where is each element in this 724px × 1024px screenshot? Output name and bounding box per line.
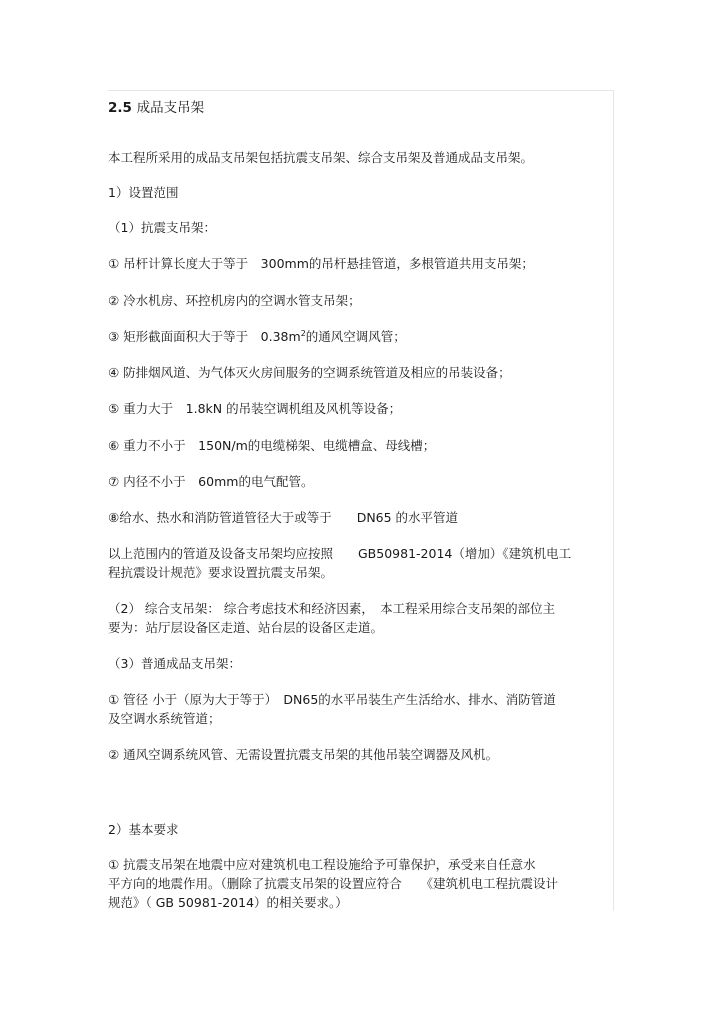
seismic-item-1: ① 吊杆计算长度大于等于 300mm的吊杆悬挂管道，多根管道共用支吊架； [108,256,534,271]
section-title-text: 成品支吊架 [136,100,205,116]
seismic-item-3-text: ③ 矩形截面面积大于等于 0.38m [108,329,301,344]
combined-line-1: （2） 综合支吊架： 综合考虑技术和经济因素， 本工程采用综合支吊架的部位主 [108,601,556,616]
ordinary-item-2: ② 通风空调系统风管、无需设置抗震支吊架的其他吊装空调器及风机。 [108,747,499,762]
seismic-item-5: ⑤ 重力大于 1.8kN 的吊装空调机组及风机等设备； [108,401,402,416]
scope-note-line-2: 程抗震设计规范》要求设置抗震支吊架。 [108,565,334,580]
requirements-line-3: 规范》（ GB 50981-2014）的相关要求。） [108,895,348,910]
section-number: 2.5 [108,100,132,116]
seismic-heading: （1）抗震支吊架： [108,220,216,235]
page-frame [108,90,614,911]
seismic-item-3-suffix: 的通风空调风管； [305,329,406,344]
scope-note-line-1: 以上范围内的管道及设备支吊架均应按照 GB50981-2014（增加）《建筑机电工 [108,546,572,561]
seismic-item-4: ④ 防排烟风道、为气体灭火房间服务的空调系统管道及相应的吊装设备； [108,365,511,380]
intro-paragraph: 本工程所采用的成品支吊架包括抗震支吊架、综合支吊架及普通成品支吊架。 [108,150,534,165]
seismic-item-2: ② 冷水机房、环控机房内的空调水管支吊架； [108,293,361,308]
seismic-item-8: ⑧给水、热水和消防管道管径大于或等于 DN65 的水平管道 [108,510,459,525]
requirements-line-1: ① 抗震支吊架在地震中应对建筑机电工程设施给予可靠保护，承受来自任意水 [108,857,536,872]
ordinary-item-1-line-1: ① 管径 小于（原为大于等于） DN65的水平吊装生产生活给水、排水、消防管道 [108,692,556,707]
superscript-2: 2 [300,328,306,338]
requirements-line-2: 平方向的地震作用。（删除了抗震支吊架的设置应符合 《建筑机电工程抗震设计 [108,876,559,891]
section-title [108,98,204,118]
scope-heading: 1）设置范围 [108,185,179,200]
seismic-item-3 [108,327,406,346]
seismic-item-6: ⑥ 重力不小于 150N/m的电缆梯架、电缆槽盒、母线槽； [108,438,436,453]
ordinary-item-1-line-2: 及空调水系统管道； [108,711,221,726]
combined-line-2: 要为：站厅层设备区走道、站台层的设备区走道。 [108,620,384,635]
seismic-item-7: ⑦ 内径不小于 60mm的电气配管。 [108,474,314,489]
requirements-heading: 2）基本要求 [108,822,179,837]
ordinary-heading: （3）普通成品支吊架： [108,656,241,671]
